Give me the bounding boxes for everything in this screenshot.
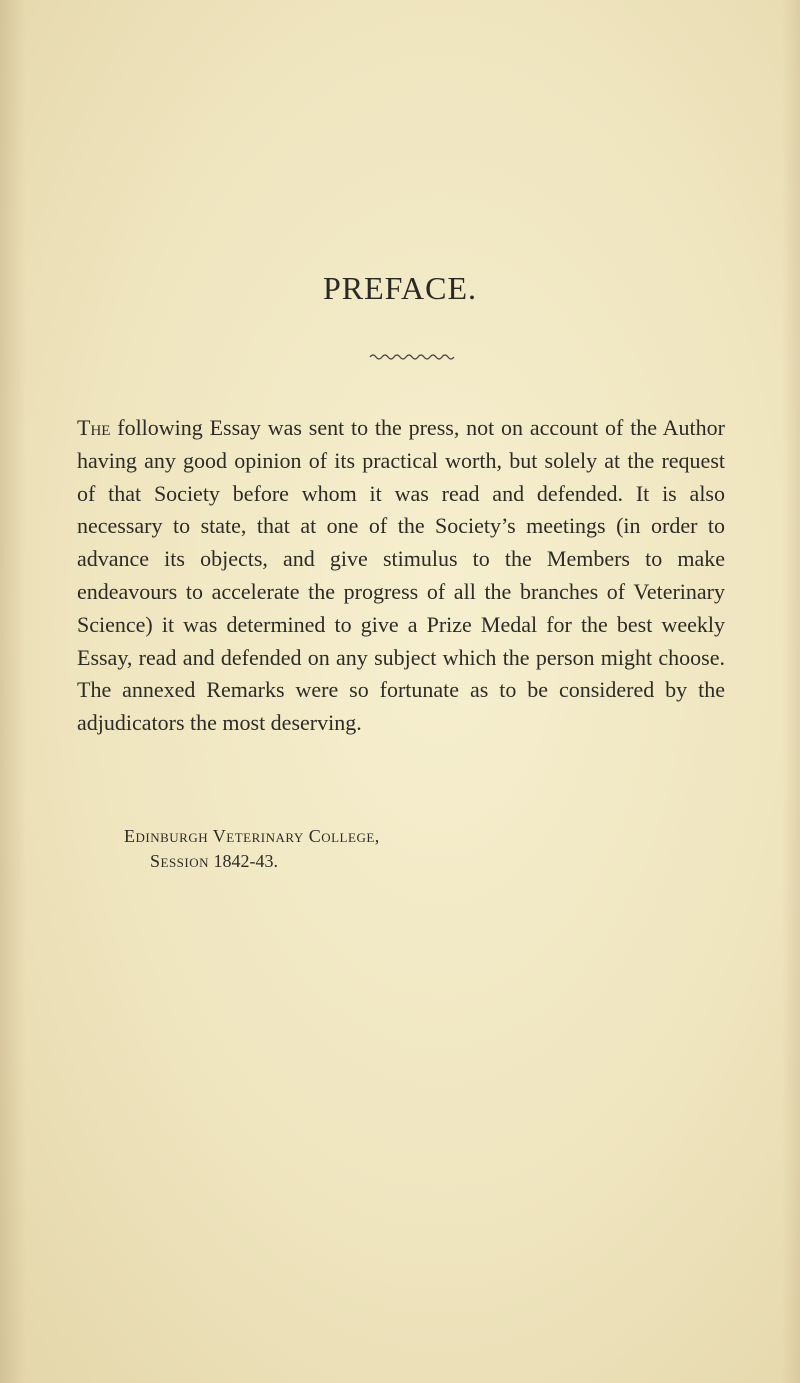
signature-session: [124, 849, 724, 874]
paragraph-text: following Essay was sent to the press, not on account of the Author having any good opinion of its practical worth, but solely at the request of that Society before whom it was read and defended. It is also necessary to state, that at one of the Society’s meetings (in order to advance its objects, and give stimulus to the Members to make endeavours to accelerate the progress of all the branches of Veterinary Science) it was determined to give a Prize Medal for the best weekly Essay, read and defended on any subject which the person might choose. The annexed Remarks were so fortunate as to be considered by the adjudicators the most deserving.: [77, 415, 725, 736]
preface-paragraph: [77, 412, 725, 740]
signature-block: [124, 824, 724, 874]
session-years: 1842-43.: [213, 851, 279, 871]
signature-institution: Edinburgh Veterinary College,: [124, 826, 380, 846]
page-edge-shadow: [0, 0, 26, 1383]
paragraph-lead-word: The: [77, 415, 111, 440]
session-label: Session: [150, 851, 210, 871]
wavy-rule-ornament: [368, 352, 456, 362]
page-right-shadow: [782, 0, 800, 1383]
page-title: PREFACE.: [322, 270, 478, 306]
